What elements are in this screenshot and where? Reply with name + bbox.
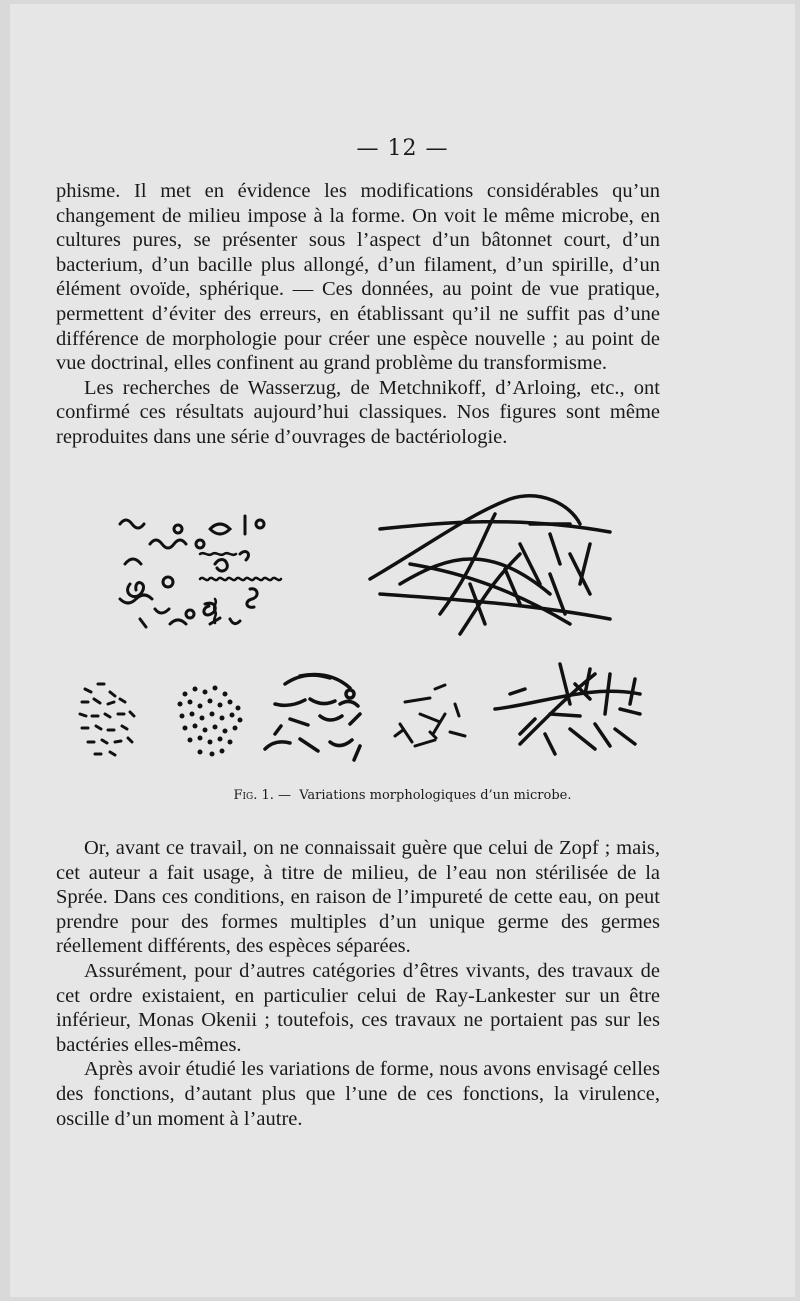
- paragraph: Après avoir étudié les variations de forme, nous avons envisagé celles des fonctions, d’autant plus que l’une de ces fonctions, la virulence, oscille d’un moment à l’autre.: [56, 1058, 660, 1130]
- figure-caption-text: Variations morphologiques d’un microbe.: [299, 788, 572, 803]
- figure-microbe-morphology: [50, 484, 650, 774]
- panel-bacilli-short: [80, 684, 134, 755]
- text-block-bottom: [56, 836, 660, 1131]
- panel-bacilli: [395, 685, 465, 746]
- text-block-top: [56, 179, 660, 450]
- paragraph: phisme. Il met en évidence les modifications considérables qu’un changement de milieu impose à la forme. On voit le même microbe, en cultures pures, se présenter sous l’aspect d’un bâtonnet court, d’un bacterium, d’un bacille plus allongé, d’un filament, d’un spirille, d’un élément ovoïde, sphérique. — Ces données, au point de vue pratique, permettent d’éviter des erreurs, en établissant qu’il ne suffit pas d’une différence de morphologie pour créer une espèce nouvelle ; au point de vue doctrinal, elles confinent au grand problème du transformisme.: [56, 180, 660, 375]
- page-number: — 12 —: [356, 136, 449, 161]
- paragraph: Assurément, pour d’autres catégories d’êtres vivants, des travaux de cet ordre existaient, en particulier celui de Ray-Lankester sur un être inférieur, Monas Okenii ; toutefois, ces travaux ne portaient pas sur les bactéries elles-mêmes.: [56, 959, 660, 1056]
- panel-mixed-rods: [495, 664, 640, 754]
- figure-label: Fig. 1. —: [233, 788, 292, 803]
- paragraph: Les recherches de Wasserzug, de Metchnikoff, d’Arloing, etc., ont confirmé ces résultats aujourd’hui classiques. Nos figures sont même reproduites dans une série d’ouvrages de bactériologie.: [56, 376, 660, 448]
- panel-spirilla: [120, 516, 264, 627]
- figure-illustration: [50, 484, 650, 774]
- panel-curved-rods: [265, 675, 360, 761]
- panel-cocci-cluster: [178, 686, 243, 757]
- figure-caption: [10, 788, 795, 803]
- paragraph: Or, avant ce travail, on ne connaissait guère que celui de Zopf ; mais, cet auteur a fait usage, à titre de milieu, de l’eau non stérilisée de la Sprée. Dans ces conditions, en raison de l’impureté de cette eau, on peut prendre pour des formes multiples d’un unique germe des germes réellement différents, des espèces séparées.: [56, 837, 660, 958]
- panel-filaments: [370, 496, 610, 634]
- book-page: [10, 4, 795, 1297]
